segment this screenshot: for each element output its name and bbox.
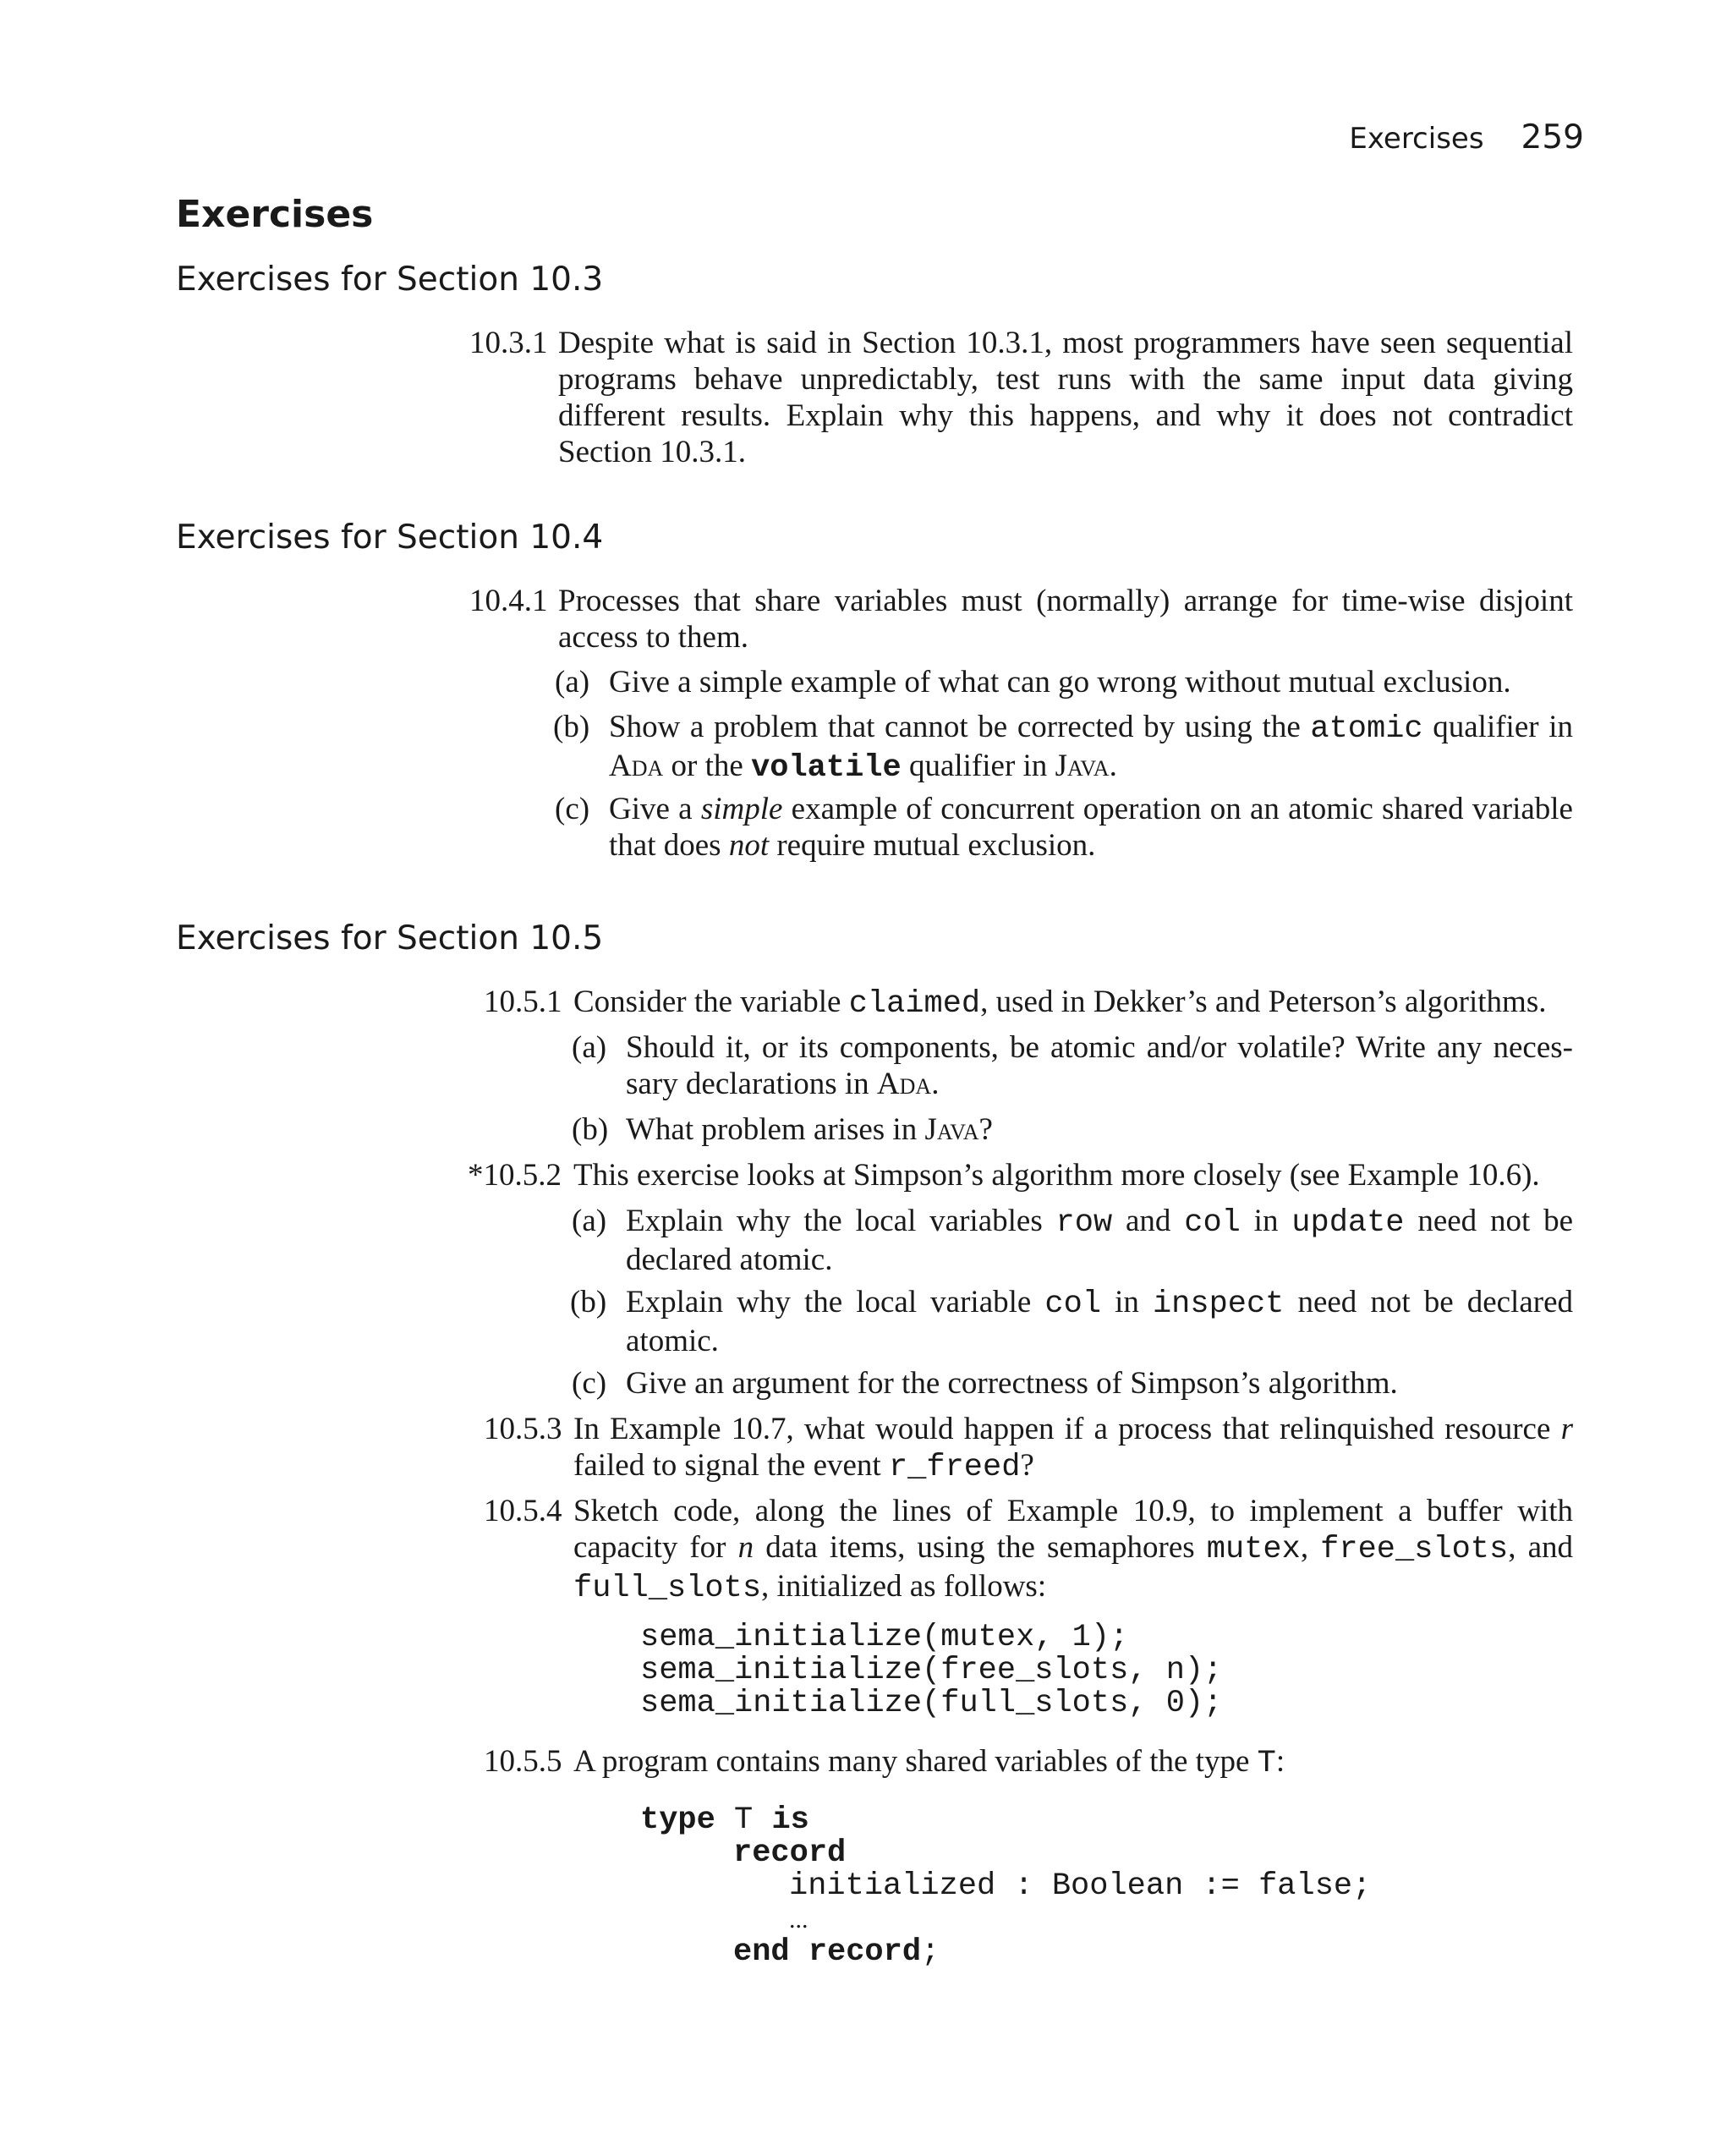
exercise-number: 10.5.4: [484, 1494, 562, 1528]
subpart-text: Give an argument for the correctness of Simpson’s algorithm.: [626, 1366, 1398, 1401]
chapter-title: Exercises: [176, 193, 374, 236]
subpart-label: (c): [555, 792, 590, 826]
java-name: Java: [1055, 749, 1110, 783]
code-line: ...: [789, 1906, 808, 1934]
code-atomic: atomic: [1310, 711, 1423, 747]
section-heading-10-5: Exercises for Section 10.5: [176, 919, 604, 957]
subpart-text: What problem arises in Java?: [626, 1112, 993, 1147]
code-block-semaphores: [640, 1621, 1222, 1720]
code-block-type-T: [640, 1804, 1371, 1969]
running-head: [1349, 118, 1584, 156]
code-line: type T is: [640, 1802, 809, 1838]
code-line: initialized : Boolean := false;: [789, 1868, 1372, 1904]
code-line: sema_initialize(full_slots, 0);: [640, 1686, 1223, 1721]
exercise-text: [558, 325, 1573, 470]
exercise-text: This exercise looks at Simpson’s algorithm more closely (see Example 10.6).: [573, 1158, 1540, 1193]
exercise-number: 10.5.1: [484, 985, 562, 1019]
exercise-number: 10.3.1: [469, 326, 548, 360]
subpart-text: Explain why the local variable col in inspect need not be declared atomic.: [626, 1285, 1574, 1358]
subpart-text: Show a problem that cannot be corrected by using the atomic qualifier in Ada or the volatile qualifier in Java.: [609, 710, 1573, 786]
code-line: record: [733, 1835, 847, 1871]
exercise-number: *10.5.2: [468, 1158, 562, 1193]
page-number: 259: [1521, 118, 1584, 156]
code-volatile: volatile: [751, 750, 902, 786]
subpart-label: (b): [553, 710, 590, 744]
subpart-label: (a): [572, 1030, 607, 1065]
code-line: sema_initialize(free_slots, n);: [640, 1653, 1223, 1688]
subpart-text: Explain why the local variables row and col in update need not be declared atomic.: [626, 1204, 1574, 1277]
subpart-label: (a): [555, 665, 590, 699]
code-line: sema_initialize(mutex, 1);: [640, 1620, 1129, 1655]
subpart-label: (c): [572, 1366, 607, 1401]
subpart-text: Give a simple example of concurrent operation on an atomic shared variable that does not require mutual exclusion.: [609, 792, 1573, 863]
exercise-text: A program contains many shared variables of the type T:: [573, 1744, 1285, 1781]
exercise-body: Despite what is said in Section 10.3.1, most programmers have seen sequential programs behave unpredictably, test runs with the same input data giving different results. Explain why this happens, and why it does not contradict Section 10.3.1.: [558, 326, 1573, 469]
code-line: end record;: [733, 1934, 940, 1970]
exercise-text: Consider the variable claimed, used in Dekker’s and Peterson’s algorithms.: [573, 985, 1547, 1022]
code-claimed: claimed: [848, 986, 981, 1022]
subpart-text: Should it, or its components, be atomic and/or volatile? Write any neces-sary declarations in Ada.: [626, 1030, 1573, 1101]
exercise-text: In Example 10.7, what would happen if a process that relinquished resource r failed to signal the event r_freed?: [573, 1412, 1573, 1485]
exercise-text: Sketch code, along the lines of Example 10.9, to implement a buffer with capacity for n data items, using the semaphores mutex, free_slots, and full_slots, initialized as follows:: [573, 1494, 1573, 1606]
section-heading-10-4: Exercises for Section 10.4: [176, 518, 604, 557]
subpart-label: (a): [572, 1204, 607, 1238]
ada-name: Ada: [609, 749, 664, 783]
subpart-label: (b): [572, 1112, 609, 1147]
exercise-number: 10.5.5: [484, 1744, 562, 1779]
exercise-number: 10.5.3: [484, 1412, 562, 1446]
exercise-text: Processes that share variables must (normally) arrange for time-wise disjoint access to them.: [558, 584, 1573, 655]
subpart-label: (b): [570, 1285, 607, 1319]
running-head-title: Exercises: [1349, 122, 1484, 156]
section-heading-10-3: Exercises for Section 10.3: [176, 261, 604, 299]
exercise-number: 10.4.1: [469, 584, 548, 618]
subpart-text: Give a simple example of what can go wrong without mutual exclusion.: [609, 665, 1511, 699]
